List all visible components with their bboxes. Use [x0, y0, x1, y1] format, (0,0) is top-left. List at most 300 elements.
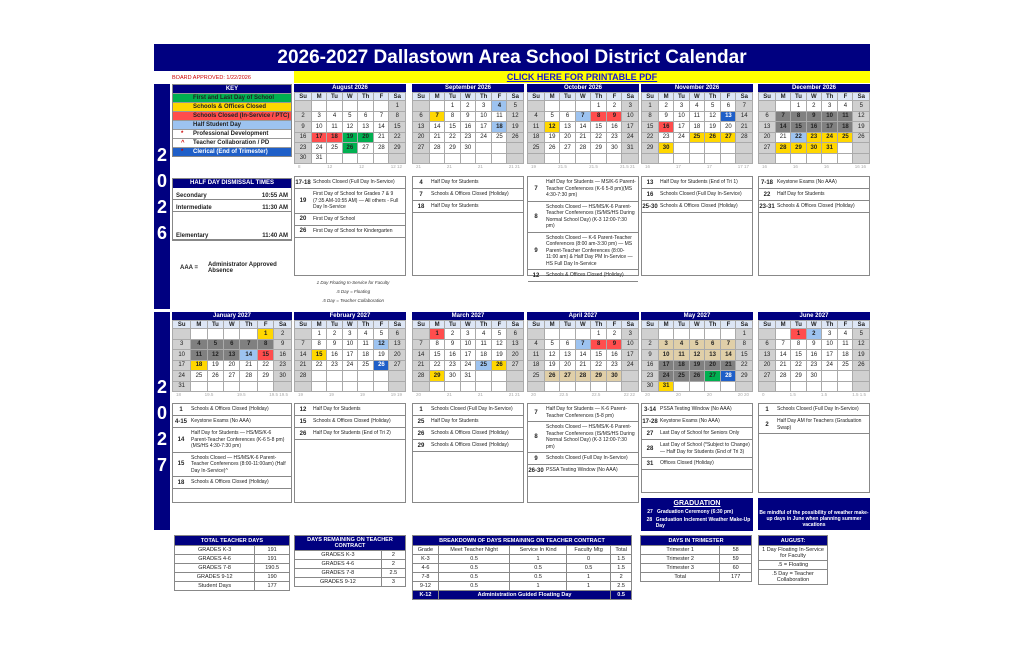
day-cell[interactable]: 14: [776, 122, 791, 133]
day-cell[interactable]: 8: [736, 339, 753, 350]
day-cell[interactable]: [806, 381, 821, 392]
day-cell[interactable]: 28: [374, 143, 389, 154]
day-cell[interactable]: 22: [791, 132, 807, 143]
day-cell[interactable]: 15: [258, 350, 274, 361]
day-cell[interactable]: 8: [312, 339, 327, 350]
day-cell[interactable]: 29: [389, 143, 406, 154]
day-cell[interactable]: 6: [389, 329, 406, 340]
day-cell[interactable]: [327, 381, 343, 392]
day-cell[interactable]: 15: [590, 122, 606, 133]
day-cell[interactable]: 17: [821, 122, 837, 133]
day-cell[interactable]: 1: [312, 329, 327, 340]
day-cell[interactable]: 20: [704, 360, 720, 371]
day-cell[interactable]: 12: [507, 111, 524, 122]
day-cell[interactable]: 5: [545, 339, 560, 350]
day-cell[interactable]: [312, 101, 327, 112]
day-cell[interactable]: 10: [312, 122, 327, 133]
day-cell[interactable]: 16: [607, 350, 622, 361]
day-cell[interactable]: 18: [191, 360, 207, 371]
day-cell[interactable]: [460, 381, 475, 392]
day-cell[interactable]: 1: [445, 101, 461, 112]
day-cell[interactable]: [357, 101, 373, 112]
day-cell[interactable]: [374, 153, 389, 164]
day-cell[interactable]: 4: [191, 339, 207, 350]
day-cell[interactable]: 7: [413, 339, 430, 350]
day-cell[interactable]: 27: [389, 360, 406, 371]
day-cell[interactable]: 30: [607, 143, 622, 154]
day-cell[interactable]: 29: [736, 371, 753, 382]
day-cell[interactable]: 25: [327, 143, 343, 154]
day-cell[interactable]: [776, 381, 791, 392]
day-cell[interactable]: 8: [430, 339, 445, 350]
day-cell[interactable]: 17: [342, 350, 357, 361]
day-cell[interactable]: [736, 143, 753, 154]
day-cell[interactable]: 30: [295, 153, 312, 164]
day-cell[interactable]: [460, 153, 475, 164]
day-cell[interactable]: 5: [545, 111, 560, 122]
day-cell[interactable]: 21: [430, 132, 445, 143]
day-cell[interactable]: [689, 329, 704, 340]
day-cell[interactable]: 21: [776, 132, 791, 143]
day-cell[interactable]: 7: [430, 111, 445, 122]
day-cell[interactable]: 3: [622, 329, 639, 340]
day-cell[interactable]: 5: [374, 329, 389, 340]
day-cell[interactable]: 27: [357, 143, 373, 154]
day-cell[interactable]: [776, 153, 791, 164]
day-cell[interactable]: 3: [312, 111, 327, 122]
day-cell[interactable]: 24: [821, 360, 837, 371]
day-cell[interactable]: 6: [759, 339, 776, 350]
day-cell[interactable]: 27: [721, 132, 736, 143]
day-cell[interactable]: 19: [704, 122, 720, 133]
day-cell[interactable]: [430, 381, 445, 392]
day-cell[interactable]: [240, 329, 258, 340]
day-cell[interactable]: 16: [659, 122, 674, 133]
day-cell[interactable]: 23: [445, 360, 461, 371]
day-cell[interactable]: 4: [475, 329, 491, 340]
day-cell[interactable]: 2: [607, 101, 622, 112]
day-cell[interactable]: [224, 381, 240, 392]
day-cell[interactable]: 28: [430, 143, 445, 154]
day-cell[interactable]: [507, 371, 524, 382]
day-cell[interactable]: [838, 381, 853, 392]
day-cell[interactable]: 22: [590, 132, 606, 143]
day-cell[interactable]: 28: [575, 143, 590, 154]
day-cell[interactable]: [590, 153, 606, 164]
day-cell[interactable]: 11: [838, 111, 853, 122]
day-cell[interactable]: 7: [736, 101, 753, 112]
day-cell[interactable]: 22: [445, 132, 461, 143]
day-cell[interactable]: 3: [821, 329, 837, 340]
day-cell[interactable]: 22: [590, 360, 606, 371]
day-cell[interactable]: 21: [776, 360, 791, 371]
day-cell[interactable]: 12: [853, 339, 870, 350]
day-cell[interactable]: [240, 381, 258, 392]
day-cell[interactable]: 23: [327, 360, 343, 371]
day-cell[interactable]: [575, 329, 590, 340]
day-cell[interactable]: [191, 329, 207, 340]
day-cell[interactable]: 10: [173, 350, 191, 361]
day-cell[interactable]: 20: [560, 360, 576, 371]
day-cell[interactable]: 7: [776, 111, 791, 122]
day-cell[interactable]: [838, 143, 853, 154]
day-cell[interactable]: [475, 143, 491, 154]
day-cell[interactable]: 10: [342, 339, 357, 350]
day-cell[interactable]: 2: [806, 329, 821, 340]
day-cell[interactable]: 30: [659, 143, 674, 154]
day-cell[interactable]: 19: [374, 350, 389, 361]
day-cell[interactable]: 7: [295, 339, 312, 350]
day-cell[interactable]: [622, 371, 639, 382]
day-cell[interactable]: 9: [445, 339, 461, 350]
day-cell[interactable]: 17: [622, 122, 639, 133]
day-cell[interactable]: 27: [560, 143, 576, 154]
day-cell[interactable]: 21: [575, 360, 590, 371]
day-cell[interactable]: 11: [674, 350, 690, 361]
day-cell[interactable]: 24: [475, 132, 491, 143]
day-cell[interactable]: [357, 153, 373, 164]
day-cell[interactable]: 12: [545, 350, 560, 361]
day-cell[interactable]: 11: [191, 350, 207, 361]
day-cell[interactable]: 10: [475, 111, 491, 122]
day-cell[interactable]: 16: [445, 350, 461, 361]
day-cell[interactable]: 25: [838, 360, 853, 371]
day-cell[interactable]: [545, 101, 560, 112]
day-cell[interactable]: [327, 153, 343, 164]
day-cell[interactable]: 22: [312, 360, 327, 371]
day-cell[interactable]: [342, 371, 357, 382]
day-cell[interactable]: [560, 329, 576, 340]
day-cell[interactable]: [736, 153, 753, 164]
day-cell[interactable]: [689, 381, 704, 392]
day-cell[interactable]: 9: [295, 122, 312, 133]
day-cell[interactable]: 12: [342, 122, 357, 133]
day-cell[interactable]: 22: [736, 360, 753, 371]
day-cell[interactable]: 16: [642, 360, 659, 371]
day-cell[interactable]: [642, 153, 659, 164]
day-cell[interactable]: 13: [224, 350, 240, 361]
day-cell[interactable]: 18: [327, 132, 343, 143]
day-cell[interactable]: 7: [721, 339, 736, 350]
day-cell[interactable]: 21: [374, 132, 389, 143]
day-cell[interactable]: 10: [622, 111, 639, 122]
day-cell[interactable]: 23: [295, 143, 312, 154]
day-cell[interactable]: 1: [258, 329, 274, 340]
day-cell[interactable]: 19: [507, 122, 524, 133]
day-cell[interactable]: 27: [759, 371, 776, 382]
day-cell[interactable]: 24: [622, 360, 639, 371]
day-cell[interactable]: 3: [659, 339, 674, 350]
day-cell[interactable]: [791, 381, 807, 392]
day-cell[interactable]: [560, 381, 576, 392]
day-cell[interactable]: [545, 153, 560, 164]
day-cell[interactable]: 28: [240, 371, 258, 382]
day-cell[interactable]: 8: [642, 111, 659, 122]
day-cell[interactable]: 26: [374, 360, 389, 371]
day-cell[interactable]: 18: [689, 122, 704, 133]
day-cell[interactable]: 20: [507, 350, 524, 361]
day-cell[interactable]: 20: [759, 132, 776, 143]
day-cell[interactable]: 6: [413, 111, 430, 122]
day-cell[interactable]: [507, 143, 524, 154]
day-cell[interactable]: 4: [838, 101, 853, 112]
day-cell[interactable]: 31: [312, 153, 327, 164]
day-cell[interactable]: 19: [853, 350, 870, 361]
day-cell[interactable]: 2: [806, 101, 821, 112]
day-cell[interactable]: [704, 329, 720, 340]
day-cell[interactable]: 14: [413, 350, 430, 361]
day-cell[interactable]: 18: [838, 122, 853, 133]
day-cell[interactable]: 13: [759, 122, 776, 133]
day-cell[interactable]: 28: [413, 371, 430, 382]
day-cell[interactable]: [575, 153, 590, 164]
day-cell[interactable]: 24: [173, 371, 191, 382]
day-cell[interactable]: [704, 381, 720, 392]
day-cell[interactable]: 26: [545, 371, 560, 382]
day-cell[interactable]: [312, 381, 327, 392]
day-cell[interactable]: 18: [838, 350, 853, 361]
day-cell[interactable]: [374, 381, 389, 392]
day-cell[interactable]: 26: [704, 132, 720, 143]
day-cell[interactable]: 25: [689, 132, 704, 143]
day-cell[interactable]: 15: [590, 350, 606, 361]
day-cell[interactable]: 11: [689, 111, 704, 122]
day-cell[interactable]: 15: [445, 122, 461, 133]
day-cell[interactable]: [342, 381, 357, 392]
day-cell[interactable]: 23: [607, 132, 622, 143]
day-cell[interactable]: [642, 329, 659, 340]
day-cell[interactable]: [492, 153, 507, 164]
day-cell[interactable]: 5: [492, 329, 507, 340]
day-cell[interactable]: 31: [659, 381, 674, 392]
day-cell[interactable]: 28: [575, 371, 590, 382]
day-cell[interactable]: [507, 381, 524, 392]
day-cell[interactable]: 13: [507, 339, 524, 350]
day-cell[interactable]: [445, 381, 461, 392]
day-cell[interactable]: 24: [342, 360, 357, 371]
day-cell[interactable]: [357, 381, 373, 392]
day-cell[interactable]: 26: [853, 132, 870, 143]
day-cell[interactable]: 8: [590, 339, 606, 350]
day-cell[interactable]: [545, 381, 560, 392]
day-cell[interactable]: [659, 153, 674, 164]
day-cell[interactable]: 18: [475, 350, 491, 361]
day-cell[interactable]: 24: [674, 132, 690, 143]
day-cell[interactable]: [776, 101, 791, 112]
day-cell[interactable]: 19: [545, 132, 560, 143]
day-cell[interactable]: 4: [528, 339, 545, 350]
day-cell[interactable]: 17: [622, 350, 639, 361]
day-cell[interactable]: [853, 153, 870, 164]
day-cell[interactable]: 28: [776, 143, 791, 154]
day-cell[interactable]: [342, 153, 357, 164]
day-cell[interactable]: 14: [575, 350, 590, 361]
day-cell[interactable]: 25: [492, 132, 507, 143]
day-cell[interactable]: 4: [528, 111, 545, 122]
day-cell[interactable]: 1: [430, 329, 445, 340]
day-cell[interactable]: 26: [507, 132, 524, 143]
day-cell[interactable]: [759, 329, 776, 340]
day-cell[interactable]: 16: [460, 122, 475, 133]
day-cell[interactable]: 12: [207, 350, 224, 361]
day-cell[interactable]: 30: [806, 371, 821, 382]
day-cell[interactable]: 3: [821, 101, 837, 112]
day-cell[interactable]: [413, 101, 430, 112]
day-cell[interactable]: [821, 381, 837, 392]
day-cell[interactable]: 9: [659, 111, 674, 122]
day-cell[interactable]: 18: [528, 360, 545, 371]
day-cell[interactable]: 17: [821, 350, 837, 361]
day-cell[interactable]: 11: [475, 339, 491, 350]
day-cell[interactable]: [689, 143, 704, 154]
day-cell[interactable]: [295, 101, 312, 112]
day-cell[interactable]: 20: [389, 350, 406, 361]
day-cell[interactable]: 18: [357, 350, 373, 361]
day-cell[interactable]: 29: [445, 143, 461, 154]
day-cell[interactable]: 29: [642, 143, 659, 154]
day-cell[interactable]: 6: [560, 111, 576, 122]
day-cell[interactable]: [759, 101, 776, 112]
day-cell[interactable]: 17: [659, 360, 674, 371]
day-cell[interactable]: [274, 381, 292, 392]
day-cell[interactable]: 27: [413, 143, 430, 154]
day-cell[interactable]: 24: [659, 371, 674, 382]
day-cell[interactable]: 16: [295, 132, 312, 143]
day-cell[interactable]: 27: [759, 143, 776, 154]
day-cell[interactable]: [560, 153, 576, 164]
day-cell[interactable]: 6: [704, 339, 720, 350]
day-cell[interactable]: 6: [224, 339, 240, 350]
day-cell[interactable]: 5: [853, 101, 870, 112]
day-cell[interactable]: 22: [791, 360, 807, 371]
day-cell[interactable]: 2: [274, 329, 292, 340]
day-cell[interactable]: 29: [791, 143, 807, 154]
day-cell[interactable]: 1: [590, 101, 606, 112]
day-cell[interactable]: [507, 153, 524, 164]
day-cell[interactable]: 16: [806, 122, 821, 133]
day-cell[interactable]: 16: [607, 122, 622, 133]
day-cell[interactable]: [721, 153, 736, 164]
day-cell[interactable]: 22: [389, 132, 406, 143]
day-cell[interactable]: [413, 153, 430, 164]
day-cell[interactable]: 30: [607, 371, 622, 382]
day-cell[interactable]: [674, 153, 690, 164]
day-cell[interactable]: 2: [327, 329, 343, 340]
day-cell[interactable]: 12: [704, 111, 720, 122]
day-cell[interactable]: 25: [475, 360, 491, 371]
day-cell[interactable]: [207, 329, 224, 340]
day-cell[interactable]: [492, 143, 507, 154]
day-cell[interactable]: 2: [460, 101, 475, 112]
day-cell[interactable]: 22: [430, 360, 445, 371]
day-cell[interactable]: [475, 153, 491, 164]
day-cell[interactable]: 19: [342, 132, 357, 143]
day-cell[interactable]: [475, 371, 491, 382]
day-cell[interactable]: 20: [721, 122, 736, 133]
day-cell[interactable]: 6: [560, 339, 576, 350]
day-cell[interactable]: [528, 101, 545, 112]
day-cell[interactable]: 5: [704, 101, 720, 112]
day-cell[interactable]: [721, 329, 736, 340]
day-cell[interactable]: [821, 153, 837, 164]
day-cell[interactable]: [622, 153, 639, 164]
day-cell[interactable]: [528, 381, 545, 392]
day-cell[interactable]: 20: [357, 132, 373, 143]
day-cell[interactable]: 24: [460, 360, 475, 371]
day-cell[interactable]: 13: [704, 350, 720, 361]
day-cell[interactable]: 13: [413, 122, 430, 133]
day-cell[interactable]: 23: [642, 371, 659, 382]
day-cell[interactable]: [545, 329, 560, 340]
day-cell[interactable]: 1: [389, 101, 406, 112]
day-cell[interactable]: 30: [274, 371, 292, 382]
day-cell[interactable]: 21: [721, 360, 736, 371]
day-cell[interactable]: 17: [312, 132, 327, 143]
day-cell[interactable]: [207, 381, 224, 392]
day-cell[interactable]: 4: [327, 111, 343, 122]
day-cell[interactable]: 5: [853, 329, 870, 340]
day-cell[interactable]: 10: [674, 111, 690, 122]
day-cell[interactable]: 26: [492, 360, 507, 371]
day-cell[interactable]: 12: [853, 111, 870, 122]
day-cell[interactable]: 9: [460, 111, 475, 122]
day-cell[interactable]: 29: [590, 143, 606, 154]
day-cell[interactable]: 9: [607, 339, 622, 350]
day-cell[interactable]: 14: [575, 122, 590, 133]
day-cell[interactable]: 13: [357, 122, 373, 133]
day-cell[interactable]: 16: [327, 350, 343, 361]
day-cell[interactable]: [736, 381, 753, 392]
day-cell[interactable]: 16: [806, 350, 821, 361]
day-cell[interactable]: 3: [475, 101, 491, 112]
day-cell[interactable]: 28: [776, 371, 791, 382]
day-cell[interactable]: 30: [642, 381, 659, 392]
day-cell[interactable]: 18: [492, 122, 507, 133]
day-cell[interactable]: 10: [659, 350, 674, 361]
day-cell[interactable]: 19: [545, 360, 560, 371]
day-cell[interactable]: 26: [545, 143, 560, 154]
day-cell[interactable]: 28: [721, 371, 736, 382]
day-cell[interactable]: 30: [460, 143, 475, 154]
day-cell[interactable]: [821, 371, 837, 382]
day-cell[interactable]: 26: [342, 143, 357, 154]
day-cell[interactable]: 12: [689, 350, 704, 361]
day-cell[interactable]: [689, 153, 704, 164]
day-cell[interactable]: 11: [327, 122, 343, 133]
day-cell[interactable]: [674, 329, 690, 340]
day-cell[interactable]: 21: [295, 360, 312, 371]
day-cell[interactable]: 7: [575, 339, 590, 350]
day-cell[interactable]: 20: [759, 360, 776, 371]
day-cell[interactable]: 2: [607, 329, 622, 340]
day-cell[interactable]: [721, 143, 736, 154]
day-cell[interactable]: 23: [274, 360, 292, 371]
day-cell[interactable]: 29: [430, 371, 445, 382]
day-cell[interactable]: [759, 153, 776, 164]
day-cell[interactable]: 3: [674, 101, 690, 112]
day-cell[interactable]: [475, 381, 491, 392]
day-cell[interactable]: 20: [224, 360, 240, 371]
day-cell[interactable]: 13: [560, 122, 576, 133]
day-cell[interactable]: 27: [224, 371, 240, 382]
day-cell[interactable]: 28: [295, 371, 312, 382]
day-cell[interactable]: 14: [776, 350, 791, 361]
day-cell[interactable]: 15: [389, 122, 406, 133]
day-cell[interactable]: 9: [327, 339, 343, 350]
day-cell[interactable]: [853, 381, 870, 392]
day-cell[interactable]: 23: [607, 360, 622, 371]
day-cell[interactable]: 3: [460, 329, 475, 340]
